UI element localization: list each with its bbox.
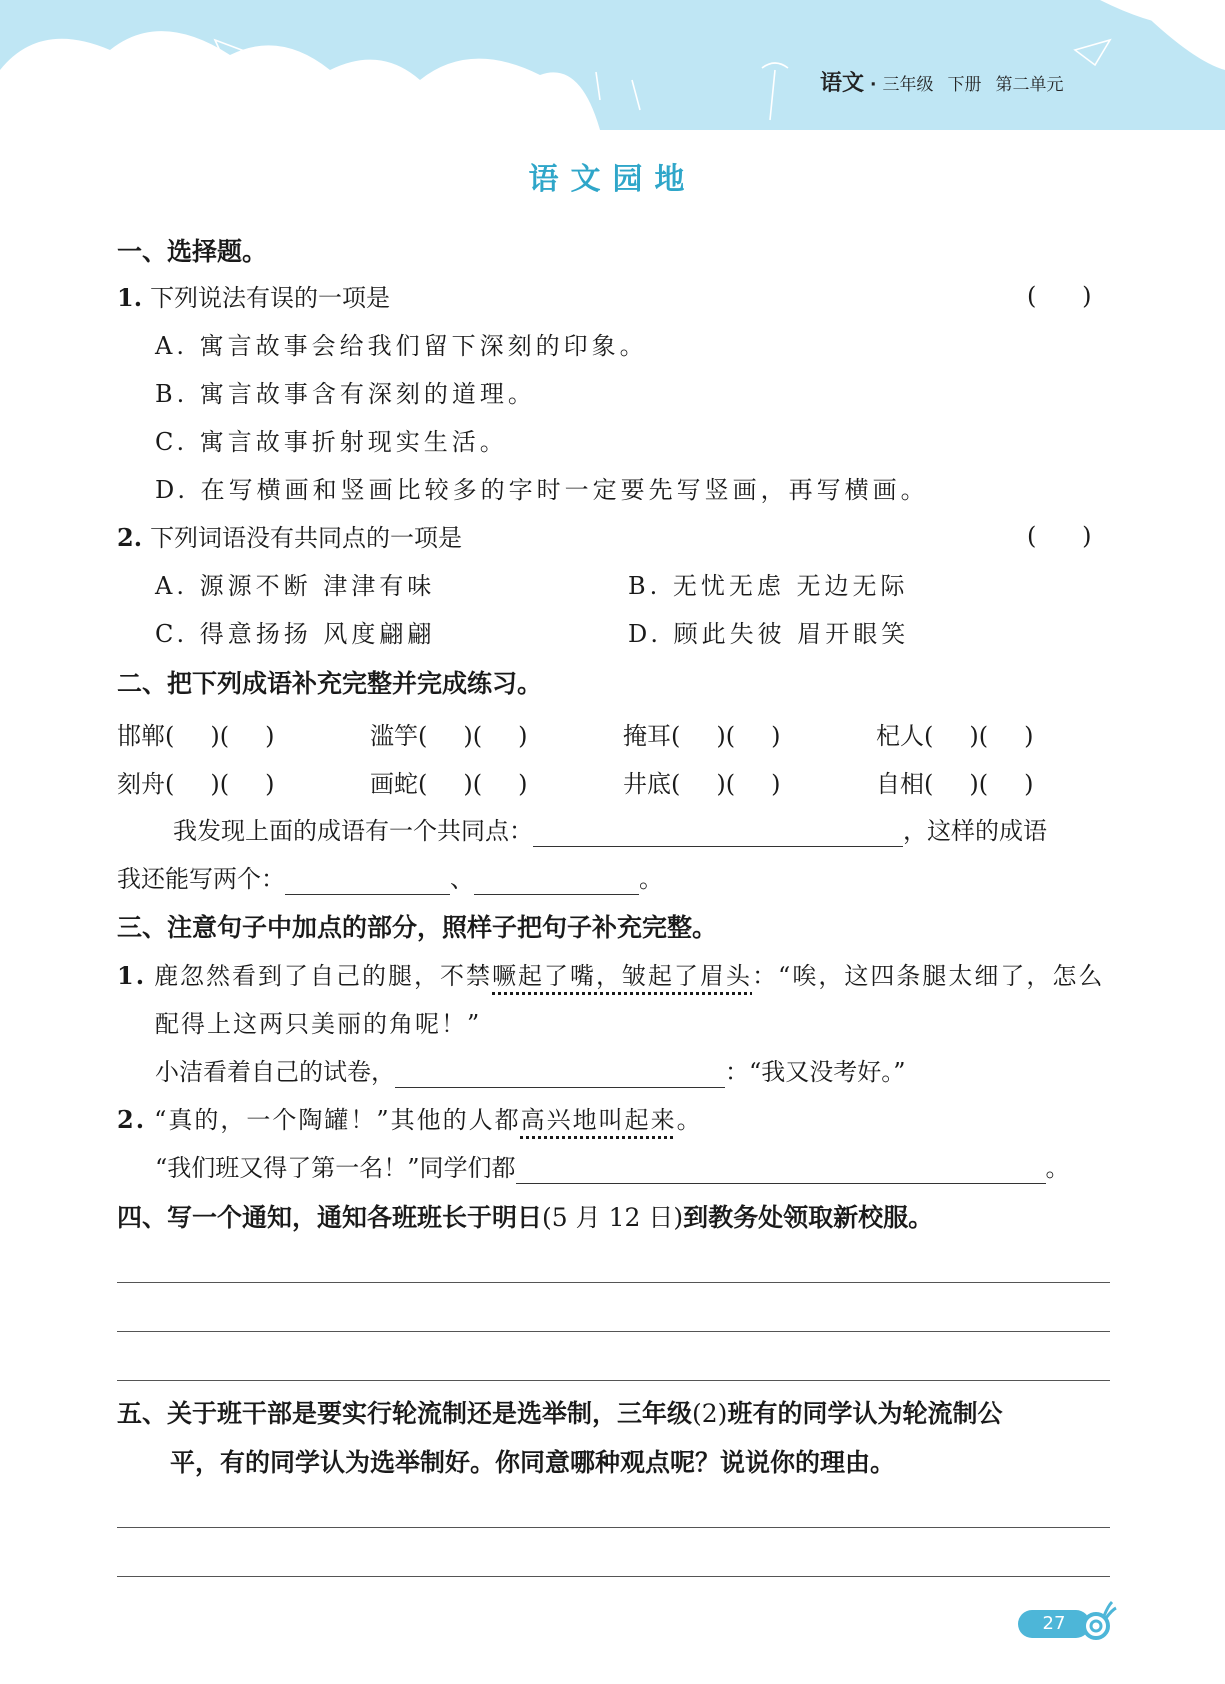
idiom-item (876, 716, 1034, 751)
s3-q2-dotted-phrase: 高兴地叫起来 (520, 1106, 677, 1134)
section4-heading-pre: 四、写一个通知，通知各班班长于明日 (117, 1203, 543, 1232)
s3-q2-fill-post: 。 (1045, 1154, 1070, 1182)
idiom-paren-open: ( (219, 722, 230, 750)
section5-class: (2) (692, 1399, 728, 1428)
s3-q1-dotted-phrase: 噘起了嘴，皱起了眉头 (492, 962, 753, 990)
idiom-paren-open: ( (725, 770, 736, 798)
idiom-paren-close: ) (463, 722, 473, 750)
cloud-banner-graphic (0, 0, 1225, 130)
idiom-item (370, 716, 528, 751)
idiom-paren-open: ( (418, 770, 428, 798)
s3-q1-fill-post: ：“我又没考好。” (725, 1058, 906, 1086)
answer-line-4-1[interactable] (117, 1282, 1110, 1283)
idiom-paren-open: ( (978, 722, 989, 750)
idiom-word: 自相 (876, 770, 924, 798)
grade-label: 三年级 (882, 75, 934, 95)
idiom-item (117, 716, 275, 751)
s3-q1-number: 1. (117, 961, 147, 990)
idiom-paren-close: ) (518, 770, 528, 798)
q1-option-d: D. 在写横画和竖画比较多的字时一定要先写竖画，再写横画。 (155, 476, 929, 504)
idiom-paren-open: ( (472, 770, 483, 798)
idiom-item (623, 764, 781, 799)
q1-option-b: B. 寓言故事含有深刻的道理。 (155, 380, 536, 408)
idiom-item (623, 716, 781, 751)
s3-q1-fill-pre: 小洁看着自己的试卷， (155, 1058, 395, 1086)
answer-line-5-2[interactable] (117, 1576, 1110, 1577)
idiom-word: 井底 (623, 770, 671, 798)
section5-line1 (117, 1398, 1002, 1430)
idiom-paren-close: ) (771, 770, 781, 798)
idiom-item (876, 764, 1034, 799)
section5-text-1b: 班有的同学认为轮流制公 (727, 1399, 1003, 1428)
q1-stem: 下列说法有误的一项是 (150, 284, 391, 312)
section3-heading: 三、注意句子中加点的部分，照样子把句子补充完整。 (117, 913, 718, 942)
idiom-paren-open: ( (472, 722, 483, 750)
idiom-paren-open: ( (165, 722, 175, 750)
page-title: 语文园地 (528, 162, 697, 197)
idiom-paren-open: ( (924, 722, 934, 750)
q2-option-a: A. 源源不断 津津有味 (155, 572, 436, 600)
idiom-paren-close: ) (716, 770, 726, 798)
common-point-suffix: ，这样的成语 (903, 817, 1047, 845)
s3-q2-pre: “真的，一个陶罐！”其他的人都 (154, 1106, 521, 1134)
page-number: 27 (1042, 1613, 1066, 1634)
s3-q2-blank[interactable] (516, 1157, 1046, 1184)
idiom-paren-close: ) (210, 722, 220, 750)
q1-option-c: C. 寓言故事折射现实生活。 (155, 428, 508, 456)
idiom-word: 滥竽 (370, 722, 418, 750)
idiom-paren-close: ) (969, 770, 979, 798)
idiom-paren-close: ) (716, 722, 726, 750)
s3-q2-post: 。 (676, 1106, 703, 1134)
idiom-paren-open: ( (219, 770, 230, 798)
s3-q2-fill-pre: “我们班又得了第一名！”同学们都 (155, 1154, 516, 1182)
q2-stem-line (117, 522, 462, 554)
idiom-paren-open: ( (725, 722, 736, 750)
extra-idiom-blank-1[interactable] (285, 868, 450, 895)
q1-answer-paren[interactable]: ( ) (1027, 282, 1092, 310)
idiom-paren-open: ( (924, 770, 934, 798)
header-info (820, 66, 1063, 97)
q2-number: 2. (117, 523, 143, 552)
answer-line-4-2[interactable] (117, 1331, 1110, 1332)
extra-idioms-line (117, 863, 663, 895)
s3-q1-line1 (117, 960, 1104, 992)
extra-idioms-sep: 、 (450, 865, 474, 893)
section4-heading (117, 1202, 933, 1234)
s3-q1-post: ：“唉，这四条腿太细了，怎么 (752, 962, 1105, 990)
idiom-paren-close: ) (518, 722, 528, 750)
idiom-paren-close: ) (1024, 722, 1034, 750)
idiom-paren-close: ) (265, 770, 275, 798)
s3-q2-fill-line (155, 1152, 1070, 1184)
q1-stem-line (117, 282, 390, 314)
q2-stem: 下列词语没有共同点的一项是 (150, 524, 463, 552)
section5-line2: 平，有的同学认为选举制好。你同意哪种观点呢？说说你的理由。 (170, 1448, 896, 1477)
q2-option-c: C. 得意扬扬 风度翩翩 (155, 620, 436, 648)
answer-line-5-1[interactable] (117, 1527, 1110, 1528)
q2-answer-paren[interactable]: ( ) (1027, 522, 1092, 550)
q1-number: 1. (117, 283, 143, 312)
idiom-paren-open: ( (671, 722, 681, 750)
idiom-paren-open: ( (418, 722, 428, 750)
q2-option-b: B. 无忧无虑 无边无际 (628, 572, 909, 600)
s3-q2-number: 2. (117, 1105, 147, 1134)
idiom-paren-close: ) (210, 770, 220, 798)
header-separator: · (870, 75, 877, 95)
term-label: 下册 (947, 75, 982, 95)
header-banner (0, 0, 1225, 130)
idiom-paren-open: ( (165, 770, 175, 798)
section1-heading: 一、选择题。 (117, 237, 268, 266)
common-point-line (173, 815, 1047, 847)
extra-idioms-prompt: 我还能写两个： (117, 865, 285, 893)
unit-label: 第二单元 (995, 75, 1064, 95)
idiom-paren-open: ( (978, 770, 989, 798)
idiom-paren-open: ( (671, 770, 681, 798)
idiom-word: 杞人 (876, 722, 924, 750)
s3-q1-line2: 配得上这两只美丽的角呢！” (155, 1010, 482, 1038)
section4-heading-post: 到教务处领取新校服。 (683, 1203, 934, 1232)
subject-label: 语文 (820, 71, 865, 96)
section2-heading: 二、把下列成语补充完整并完成练习。 (117, 669, 543, 698)
extra-idioms-end: 。 (639, 865, 663, 893)
extra-idiom-blank-2[interactable] (474, 868, 639, 895)
idiom-item (117, 764, 275, 799)
idiom-paren-close: ) (771, 722, 781, 750)
idiom-paren-close: ) (463, 770, 473, 798)
common-point-blank[interactable] (533, 820, 903, 847)
section4-date: (5 月 12 日) (542, 1203, 684, 1232)
q2-option-d: D. 顾此失彼 眉开眼笑 (628, 620, 910, 648)
idiom-word: 刻舟 (117, 770, 165, 798)
idiom-paren-close: ) (1024, 770, 1034, 798)
idiom-word: 邯郸 (117, 722, 165, 750)
s3-q2-line1 (117, 1104, 703, 1136)
answer-line-4-3[interactable] (117, 1380, 1110, 1381)
idiom-word: 画蛇 (370, 770, 418, 798)
idiom-word: 掩耳 (623, 722, 671, 750)
snail-swirl-icon (1078, 1598, 1118, 1642)
common-point-prompt: 我发现上面的成语有一个共同点： (173, 817, 533, 845)
s3-q1-blank[interactable] (395, 1061, 725, 1088)
section5-text-1: 五、关于班干部是要实行轮流制还是选举制，三年级 (117, 1399, 693, 1428)
idiom-paren-close: ) (969, 722, 979, 750)
q1-option-a: A. 寓言故事会给我们留下深刻的印象。 (155, 332, 648, 360)
idiom-paren-close: ) (265, 722, 275, 750)
s3-q1-pre: 鹿忽然看到了自己的腿，不禁 (154, 962, 493, 990)
s3-q1-fill-line (155, 1056, 906, 1088)
idiom-item (370, 764, 528, 799)
